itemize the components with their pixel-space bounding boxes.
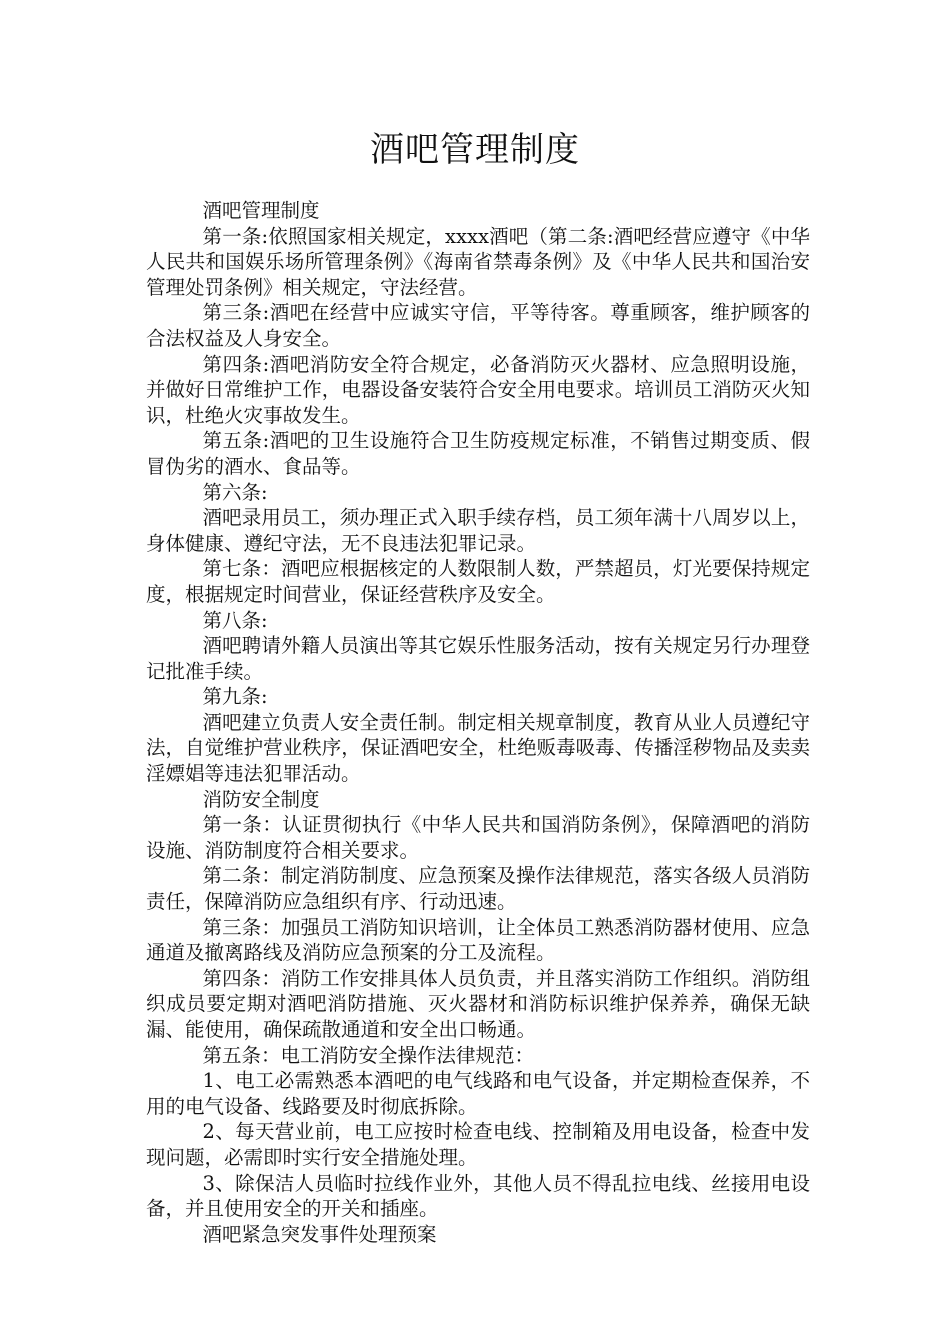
paragraph-electric-rule-2: 2、每天营业前，电工应按时检查电线、控制箱及用电设备，检查中发现问题，必需即时实行安全措施处理。 [146,1120,810,1169]
paragraph-fire-article-2: 第二条：制定消防制度、应急预案及操作法律规范，落实各级人员消防责任，保障消防应急组织有序、行动迅速。 [146,864,810,914]
paragraph-fire-article-5: 第五条：电工消防安全操作法律规范： [202,1043,535,1067]
paragraph-article-1: 第一条:依照国家相关规定，xxxx酒吧（第二条:酒吧经营应遵守《中华人民共和国娱乐场所管理条例》《海南省禁毒条例》及《中华人民共和国治安管理处罚条例》相关规定，守法经营。 [146,224,810,299]
paragraph-article-9-heading: 第九条: [202,685,268,709]
section-heading-emergency-plan: 酒吧紧急突发事件处理预案 [202,1222,437,1246]
paragraph-article-8-heading: 第八条: [202,608,268,632]
paragraph-article-5: 第五条:酒吧的卫生设施符合卫生防疫规定标准，不销售过期变质、假冒伪劣的酒水、食品等。 [146,429,810,478]
paragraph-article-8: 酒吧聘请外籍人员演出等其它娱乐性服务活动，按有关规定另行办理登记批准手续。 [146,634,810,683]
paragraph-fire-article-3: 第三条：加强员工消防知识培训，让全体员工熟悉消防器材使用、应急通道及撤离路线及消防应急预案的分工及流程。 [146,915,810,965]
paragraph-article-6: 酒吧录用员工，须办理正式入职手续存档，员工须年满十八周岁以上，身体健康、遵纪守法，无不良违法犯罪记录。 [146,506,810,555]
paragraph-fire-article-4: 第四条：消防工作安排具体人员负责，并且落实消防工作组织。消防组织成员要定期对酒吧消防措施、灭火器材和消防标识维护保养养，确保无缺漏、能使用，确保疏散通道和安全出口畅通。 [146,966,810,1041]
section-heading-fire-safety: 消防安全制度 [202,787,320,811]
paragraph-article-7: 第七条：酒吧应根据核定的人数限制人数，严禁超员，灯光要保持规定度，根据规定时间营业，保证经营秩序及安全。 [146,557,810,606]
document-title: 酒吧管理制度 [370,130,580,170]
paragraph-article-6-heading: 第六条: [202,480,268,504]
document-body [146,198,810,1247]
paragraph-fire-article-1: 第一条：认证贯彻执行《中华人民共和国消防条例》，保障酒吧的消防设施、消防制度符合相关要求。 [146,813,810,862]
paragraph-electric-rule-3: 3、除保洁人员临时拉线作业外，其他人员不得乱拉电线、丝接用电设备，并且使用安全的开关和插座。 [146,1171,810,1221]
paragraph-article-4: 第四条:酒吧消防安全符合规定，必备消防灭火器材、应急照明设施，并做好日常维护工作，电器设备安装符合安全用电要求。培训员工消防灭火知识，杜绝火灾事故发生。 [146,352,810,427]
paragraph-subtitle: 酒吧管理制度 [202,199,320,222]
paragraph-article-9: 酒吧建立负责人安全责任制。制定相关规章制度，教育从业人员遵纪守法，自觉维护营业秩序，保证酒吧安全，杜绝贩毒吸毒、传播淫秽物品及卖卖淫嫖娼等违法犯罪活动。 [146,710,810,786]
paragraph-article-3: 第三条:酒吧在经营中应诚实守信，平等待客。尊重顾客，维护顾客的合法权益及人身安全。 [146,301,810,350]
paragraph-electric-rule-1: 1、电工必需熟悉本酒吧的电气线路和电气设备，并定期检查保养，不用的电气设备、线路要及时彻底拆除。 [146,1069,810,1118]
